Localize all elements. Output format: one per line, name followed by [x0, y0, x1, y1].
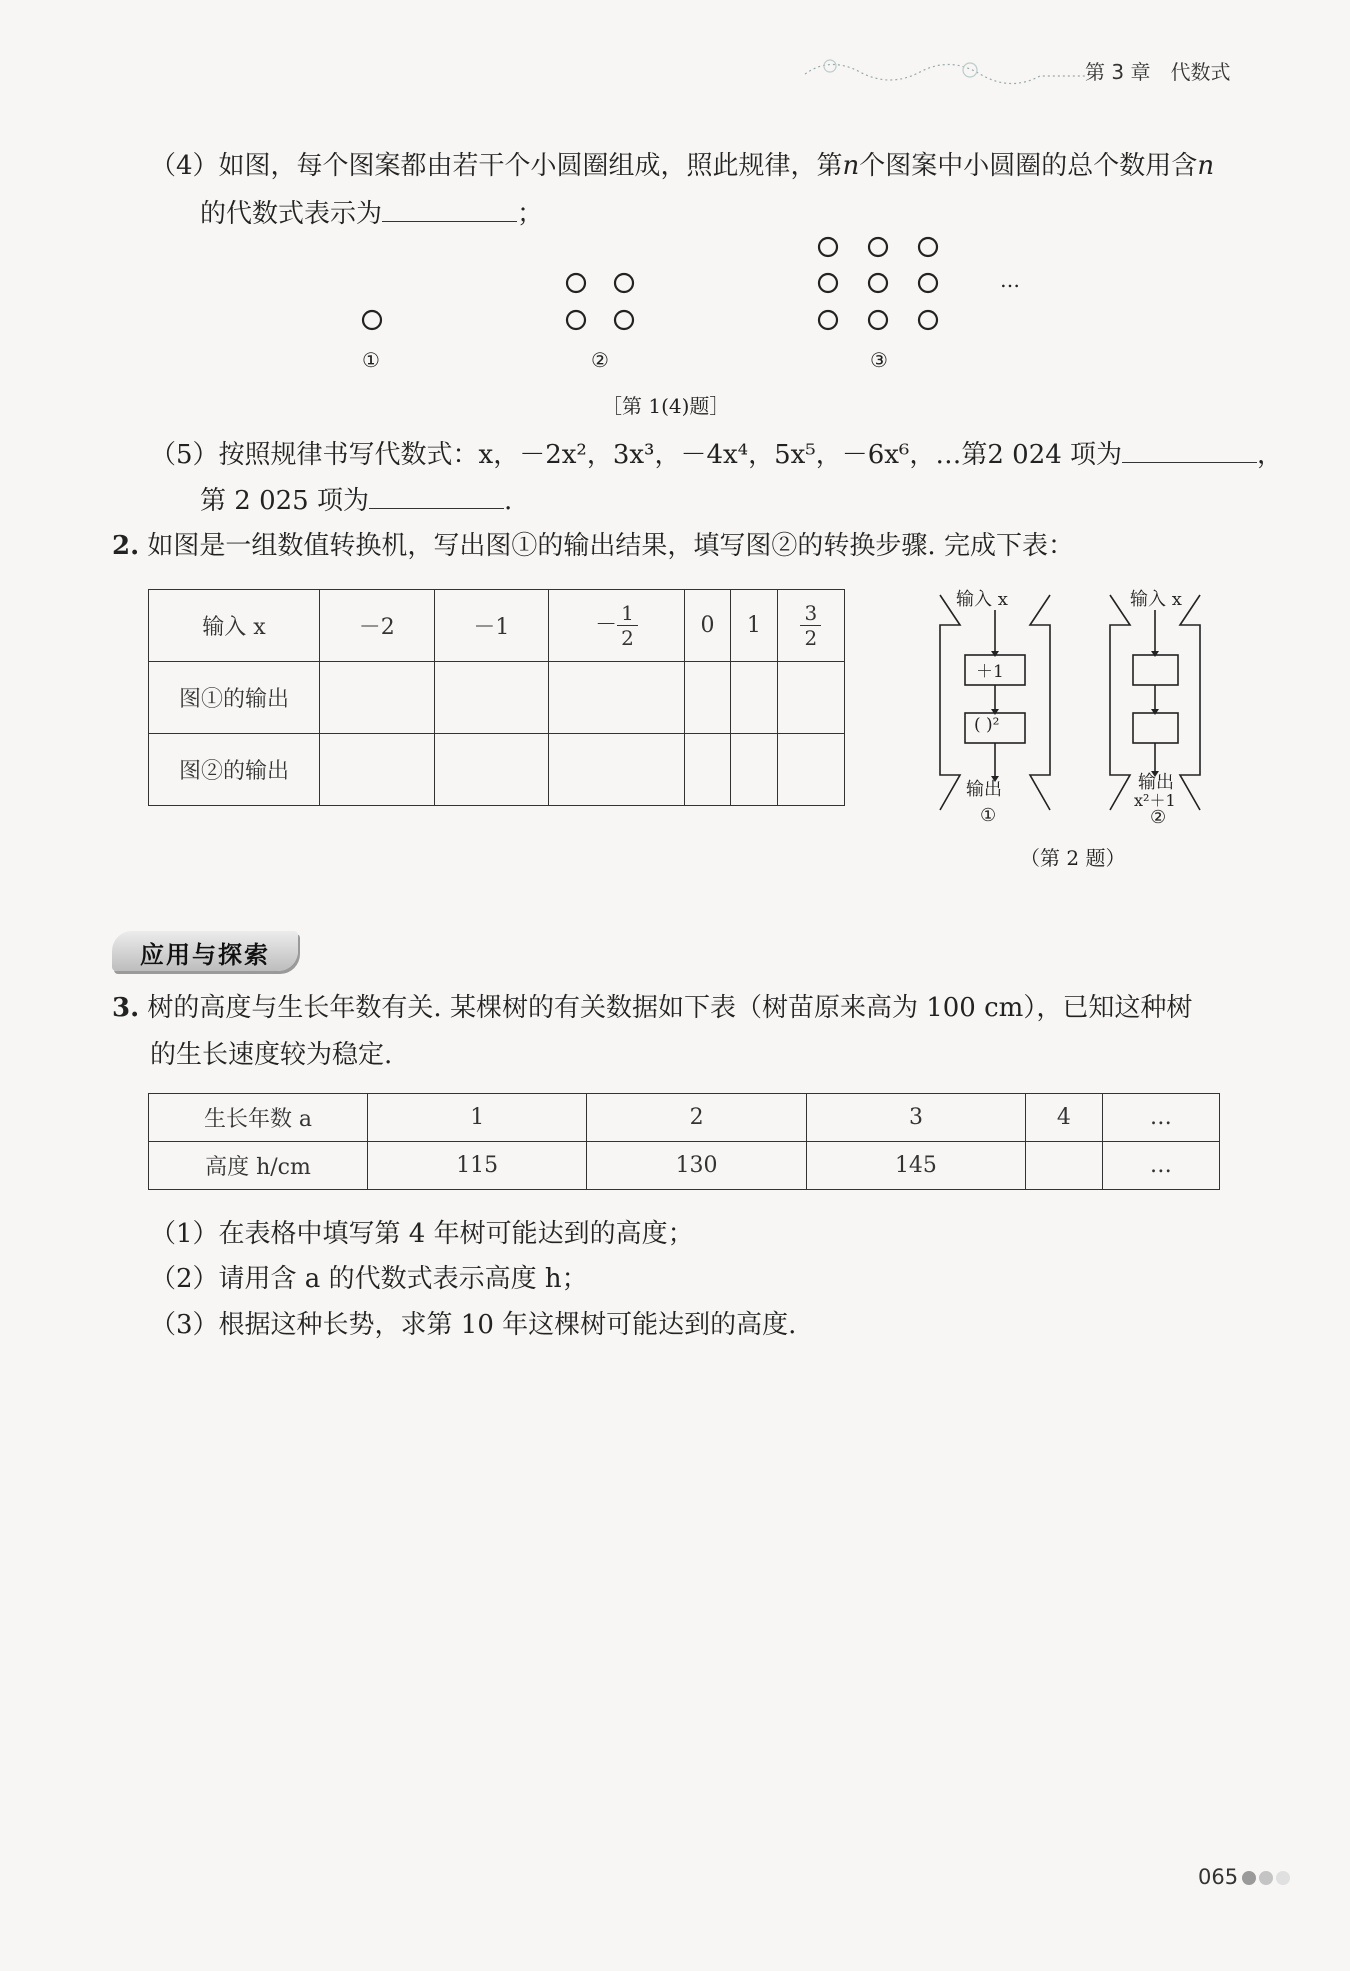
answer-blank-q1-4[interactable]	[382, 195, 517, 222]
q2-prompt: 2. 如图是一组数值转换机，写出图①的输出结果，填写图②的转换步骤. 完成下表：	[112, 531, 1074, 561]
table-header: 1	[368, 1094, 587, 1142]
table-cell: 高度 h/cm	[149, 1142, 368, 1190]
circle	[363, 311, 381, 329]
circle	[869, 238, 887, 256]
table-cell: 145	[806, 1142, 1025, 1190]
q1-5-line2: 第 2 025 项为 .	[200, 482, 512, 519]
machine1-input-label: 输入 x	[956, 589, 1008, 610]
table-header: 4	[1026, 1094, 1103, 1142]
answer-blank-q1-5a[interactable]	[1122, 436, 1257, 463]
table-cell: 130	[587, 1142, 806, 1190]
circle	[919, 311, 937, 329]
q3-sub1: （1）在表格中填写第 4 年树可能达到的高度；	[150, 1219, 694, 1249]
machine2-output-label: 输出	[1138, 772, 1174, 793]
page-dots-decoration	[1240, 1868, 1300, 1888]
q3-sub3: （3）根据这种长势，求第 10 年这棵树可能达到的高度.	[150, 1310, 797, 1340]
machine1-figure-label: ①	[980, 805, 997, 826]
circle	[819, 274, 837, 292]
table-cell: － $\frac{1}{2}$	[549, 590, 685, 662]
header-wave-decoration	[800, 52, 1090, 92]
circle	[567, 274, 585, 292]
q1-4-line2: 的代数式表示为 ；	[200, 195, 543, 232]
fig-label-3: ③	[870, 348, 888, 372]
table-cell: 1	[731, 590, 777, 662]
circle	[919, 238, 937, 256]
table-row-label: 图②的输出	[149, 734, 320, 806]
machine2-step2-box	[1133, 713, 1178, 743]
table-row-label: 图①的输出	[149, 662, 320, 734]
answer-cell[interactable]	[731, 734, 777, 806]
figure-caption-q2: （第 2 题）	[1020, 846, 1126, 870]
q1-4-line1: （4）如图，每个图案都由若干个小圆圈组成，照此规律，第n个图案中小圆圈的总个数用含n	[150, 151, 1215, 181]
answer-cell[interactable]	[1026, 1142, 1103, 1190]
machine2-figure-label: ②	[1150, 807, 1167, 828]
q3-table	[148, 1093, 1220, 1190]
machine2-result-label: x²＋1	[1134, 791, 1176, 810]
table-cell: －1	[434, 590, 549, 662]
circle	[869, 311, 887, 329]
table-cell: －2	[320, 590, 435, 662]
table-cell: $\frac{3}{2}$	[777, 590, 844, 662]
table-cell: 115	[368, 1142, 587, 1190]
answer-cell[interactable]	[549, 734, 685, 806]
machine1-step2-label: ( )²	[974, 715, 1000, 735]
answer-cell[interactable]	[320, 734, 435, 806]
q3-sub2: （2）请用含 a 的代数式表示高度 h；	[150, 1264, 588, 1294]
circle	[615, 274, 633, 292]
q2-table	[148, 589, 845, 806]
circle	[615, 311, 633, 329]
fig-label-2: ②	[591, 348, 609, 372]
circle-pattern-figure	[340, 228, 1040, 378]
answer-cell[interactable]	[777, 662, 844, 734]
circle	[819, 238, 837, 256]
table-header: 生长年数 a	[149, 1094, 368, 1142]
machine2-step1-box	[1133, 655, 1178, 685]
page-number: 065	[1198, 1865, 1239, 1889]
answer-cell[interactable]	[731, 662, 777, 734]
machine2-input-label: 输入 x	[1130, 589, 1182, 610]
table-header: 2	[587, 1094, 806, 1142]
fig-label-1: ①	[362, 348, 380, 372]
table-row-label: 输入 x	[149, 590, 320, 662]
section-title: 应用与探索	[140, 941, 270, 969]
answer-cell[interactable]	[777, 734, 844, 806]
answer-cell[interactable]	[684, 734, 730, 806]
figure-caption-q1-4: ［第 1(4)题］	[602, 394, 730, 418]
chapter-title: 第 3 章 代数式	[1085, 60, 1231, 84]
answer-cell[interactable]	[320, 662, 435, 734]
circle	[919, 274, 937, 292]
table-cell: …	[1102, 1142, 1219, 1190]
answer-cell[interactable]	[684, 662, 730, 734]
section-badge	[112, 931, 298, 971]
q3-prompt-line1: 3. 树的高度与生长年数有关. 某棵树的有关数据如下表（树苗原来高为 100 cm），已知这种树	[112, 993, 1193, 1023]
q3-prompt-line2: 的生长速度较为稳定.	[150, 1040, 393, 1070]
circle	[869, 274, 887, 292]
answer-cell[interactable]	[549, 662, 685, 734]
machine1-output-label: 输出	[966, 779, 1002, 800]
q1-5-line1: （5）按照规律书写代数式：x，－2x²，3x³，－4x⁴，5x⁵，－6x⁶，…第2 024 项为 ，	[150, 436, 1283, 473]
pattern-ellipsis: …	[1000, 268, 1020, 292]
answer-cell[interactable]	[434, 662, 549, 734]
machine1-step1-label: ＋1	[976, 662, 1004, 682]
circle	[819, 311, 837, 329]
answer-cell[interactable]	[434, 734, 549, 806]
circle	[567, 311, 585, 329]
table-header: …	[1102, 1094, 1219, 1142]
answer-blank-q1-5b[interactable]	[369, 482, 504, 509]
table-cell: 0	[684, 590, 730, 662]
table-header: 3	[806, 1094, 1025, 1142]
